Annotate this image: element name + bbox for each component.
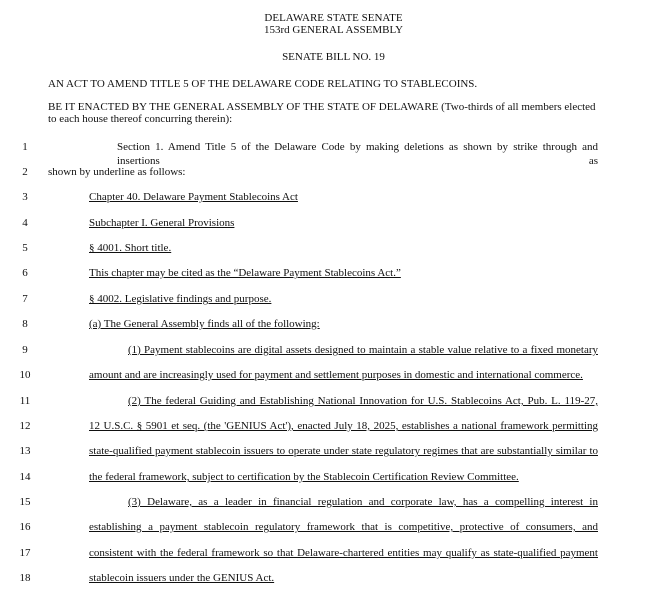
line-text: Section 1. Amend Title 5 of the Delaware Code by making deletions as shown by strike through and insertions as <box>117 141 598 167</box>
bill-line <box>0 266 667 280</box>
subchapter-heading: Subchapter I. General Provisions <box>89 217 235 229</box>
line-number: 16 <box>19 521 31 533</box>
line-number: 4 <box>22 217 28 229</box>
bill-line <box>0 140 667 167</box>
bill-line <box>0 571 667 585</box>
bill-number: SENATE BILL NO. 19 <box>282 51 385 63</box>
enacting-clause: BE IT ENACTED BY THE GENERAL ASSEMBLY OF THE STATE OF DELAWARE (Two-thirds of all members elected to each house thereof concurring therein): <box>48 101 596 125</box>
line-number: 3 <box>22 191 28 203</box>
line-text: (3) Delaware, as a leader in financial regulation and corporate law, has a compelling interest in <box>128 496 598 508</box>
line-number: 8 <box>22 318 28 330</box>
line-number: 2 <box>22 166 28 178</box>
line-text: the federal framework, subject to certification by the Stablecoin Certification Review Committee. <box>89 471 519 483</box>
line-text: amount and are increasingly used for payment and settlement purposes in domestic and international commerce. <box>89 369 583 381</box>
bill-line <box>0 165 667 179</box>
line-text: (1) Payment stablecoins are digital assets designed to maintain a stable value relative to a fixed monetary <box>128 344 598 356</box>
line-number: 18 <box>19 572 31 584</box>
line-number: 11 <box>19 395 31 407</box>
line-number: 12 <box>19 420 31 432</box>
bill-line <box>0 444 667 458</box>
line-number: 14 <box>19 471 31 483</box>
bill-line <box>0 317 667 331</box>
line-number: 10 <box>19 369 31 381</box>
line-text: (2) The federal Guiding and Establishing National Innovation for U.S. Stablecoins Act, Pub. L. 119-27, <box>128 395 598 407</box>
bill-line <box>0 368 667 382</box>
line-text: establishing a payment stablecoin regulatory framework that is competitive, protective of consumers, and <box>89 521 598 533</box>
bill-line <box>0 495 667 509</box>
line-number: 13 <box>19 445 31 457</box>
section-heading: § 4001. Short title. <box>89 242 172 254</box>
bill-line <box>0 343 667 357</box>
line-text: state-qualified payment stablecoin issuers to operate under state regulatory regimes that are substantially similar to <box>89 445 598 457</box>
line-text: shown by underline as follows: <box>48 166 186 178</box>
senate-name: DELAWARE STATE SENATE <box>264 12 403 24</box>
section-heading: § 4002. Legislative findings and purpose. <box>89 293 272 305</box>
bill-line <box>0 292 667 306</box>
line-text: This chapter may be cited as the “Delaware Payment Stablecoins Act.” <box>89 267 401 279</box>
bill-line <box>0 190 667 204</box>
line-number: 6 <box>22 267 28 279</box>
bill-line <box>0 394 667 408</box>
bill-line <box>0 241 667 255</box>
line-number: 15 <box>19 496 31 508</box>
line-number: 1 <box>22 141 28 153</box>
line-number: 9 <box>22 344 28 356</box>
bill-line <box>0 216 667 230</box>
line-text: (a) The General Assembly finds all of the following: <box>89 318 320 330</box>
act-title: AN ACT TO AMEND TITLE 5 OF THE DELAWARE CODE RELATING TO STABLECOINS. <box>48 78 478 90</box>
chapter-heading: Chapter 40. Delaware Payment Stablecoins Act <box>89 191 298 203</box>
bill-line <box>0 470 667 484</box>
line-text: stablecoin issuers under the GENIUS Act. <box>89 572 275 584</box>
line-text: consistent with the federal framework so that Delaware-chartered entities may qualify as state-qualified payment <box>89 547 598 559</box>
bill-line <box>0 520 667 534</box>
line-text: 12 U.S.C. § 5901 et seq. (the 'GENIUS Act'), enacted July 18, 2025, establishes a national framework permitting <box>89 420 598 432</box>
bill-line <box>0 546 667 560</box>
bill-line <box>0 419 667 433</box>
line-number: 5 <box>22 242 28 254</box>
line-number: 7 <box>22 293 28 305</box>
assembly-name: 153rd GENERAL ASSEMBLY <box>263 24 404 36</box>
line-number: 17 <box>19 547 31 559</box>
